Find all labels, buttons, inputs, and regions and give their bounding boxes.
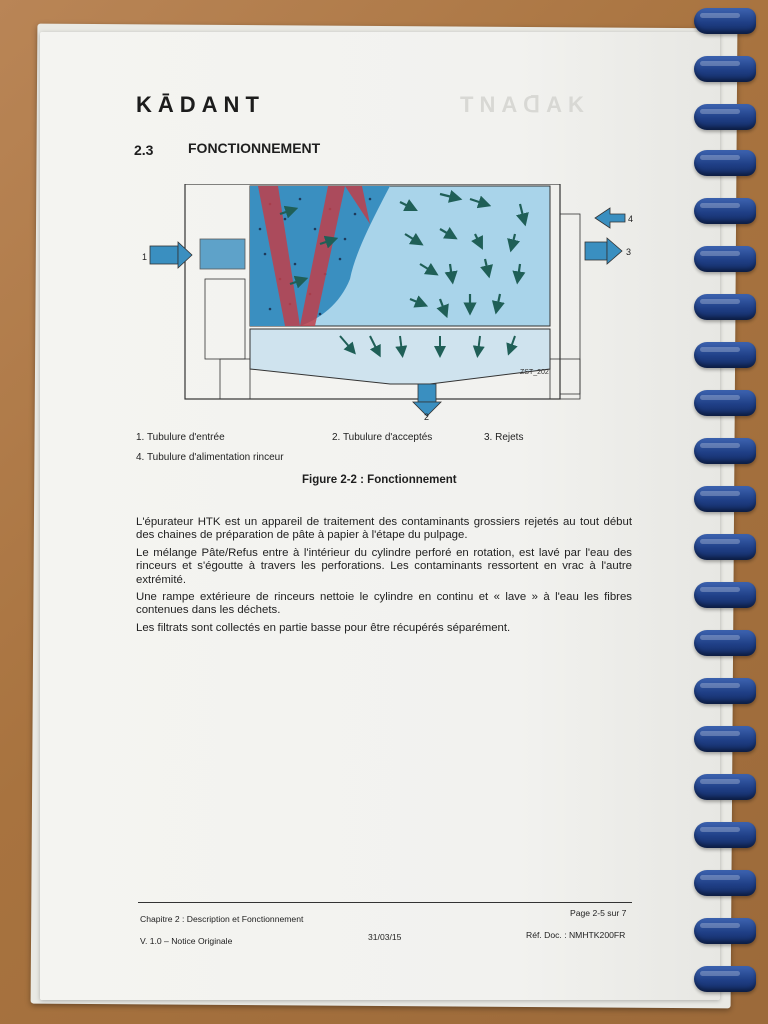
label-3: 3: [626, 247, 632, 257]
label-1: 1: [142, 252, 148, 262]
legend-item-4: 4. Tubulure d'alimentation rinceur: [136, 452, 284, 463]
footer-rule: [138, 902, 632, 903]
legend-item-2: 2. Tubulure d'acceptés: [332, 432, 433, 443]
rejects-outlet: [585, 242, 607, 260]
paragraph: Une rampe extérieure de rinceurs nettoie le cylindre en continu et « lave » à l'eau les fibres contenues dans les déchets.: [136, 591, 632, 617]
paragraph: Le mélange Pâte/Refus entre à l'intérieur du cylindre perforé en rotation, est lavé par l'eau des rinceurs et s'égoutte à travers les perforations. Les contaminants ressortent en vrac à l'autre extrémité.: [136, 546, 632, 586]
operation-diagram: [140, 184, 640, 420]
section-number: 2.3: [134, 142, 154, 158]
footer-ref: Réf. Doc. : NMHTK200FR: [526, 930, 626, 940]
document-page: [40, 32, 720, 1000]
spiral-binding: [678, 0, 768, 1024]
section-title: FONCTIONNEMENT: [188, 140, 321, 156]
inlet-pipe: [150, 246, 178, 264]
accepts-outlet: [418, 384, 436, 402]
company-logo: KĀDANT: [136, 92, 265, 117]
show-through-logo: TNAᗡ̄AK: [460, 92, 590, 117]
footer-date: 31/03/15: [368, 932, 402, 942]
footer-version: V. 1.0 – Notice Originale: [140, 936, 233, 946]
drawing-ref: ZST_202: [520, 369, 549, 376]
legend-item-1: 1. Tubulure d'entrée: [136, 432, 225, 443]
label-2: 2: [424, 412, 430, 420]
footer-page: Page 2-5 sur 7: [570, 908, 627, 918]
label-4: 4: [628, 214, 634, 224]
footer-chapter: Chapitre 2 : Description et Fonctionnement: [140, 914, 304, 924]
paragraph: L'épurateur HTK est un appareil de traitement des contaminants grossiers rejetés au tout début des chaines de préparation de pâte à papier à l'étape du pulpage.: [136, 516, 632, 542]
legend-item-3: 3. Rejets: [484, 432, 524, 443]
rinse-inlet: [595, 208, 625, 228]
figure-caption: Figure 2-2 : Fonctionnement: [302, 474, 457, 486]
body-text: [136, 516, 632, 639]
paragraph: Les filtrats sont collectés en partie basse pour être récupérés séparément.: [136, 621, 511, 634]
